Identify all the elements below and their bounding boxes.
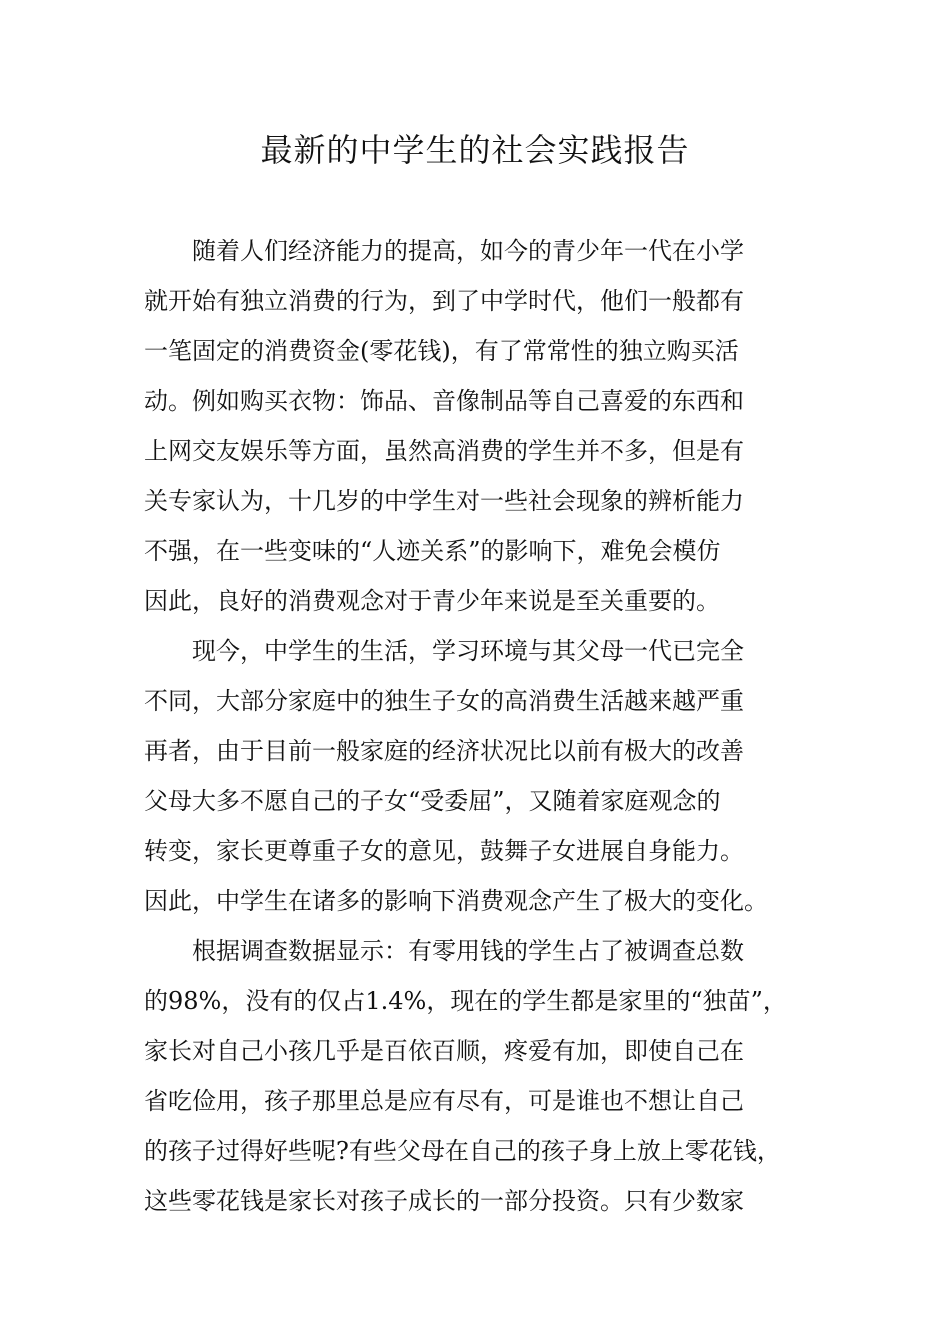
paragraph-3 [144, 926, 808, 1226]
text-line: 因此，中学生在诸多的影响下消费观念产生了极大的变化。 [144, 887, 768, 915]
text-line: 随着人们经济能力的提高，如今的青少年一代在小学 [192, 237, 744, 265]
text-line: 因此，良好的消费观念对于青少年来说是至关重要的。 [144, 587, 720, 615]
text-line: 上网交友娱乐等方面，虽然高消费的学生并不多，但是有 [144, 437, 744, 465]
document-body [144, 226, 808, 1226]
text-line: 再者，由于目前一般家庭的经济状况比以前有极大的改善 [144, 737, 744, 765]
text-line: 的98%，没有的仅占1.4%，现在的学生都是家里的“独苗”， [144, 987, 787, 1015]
paragraph-2 [144, 626, 808, 926]
text-line: 一笔固定的消费资金(零花钱)，有了常常性的独立购买活 [144, 337, 739, 365]
text-line: 根据调查数据显示：有零用钱的学生占了被调查总数 [192, 937, 744, 965]
text-line: 就开始有独立消费的行为，到了中学时代，他们一般都有 [144, 287, 744, 315]
text-line: 这些零花钱是家长对孩子成长的一部分投资。只有少数家 [144, 1187, 744, 1215]
text-line: 转变，家长更尊重子女的意见，鼓舞子女进展自身能力。 [144, 837, 744, 865]
text-line: 省吃俭用，孩子那里总是应有尽有，可是谁也不想让自己 [144, 1087, 744, 1115]
text-line: 父母大多不愿自己的子女“受委屈”，又随着家庭观念的 [144, 787, 721, 815]
text-line: 不同，大部分家庭中的独生子女的高消费生活越来越严重 [144, 687, 744, 715]
text-line: 不强，在一些变味的“人迹关系”的影响下，难免会模仿 [144, 537, 721, 565]
text-line: 的孩子过得好些呢?有些父母在自己的孩子身上放上零花钱， [144, 1137, 781, 1165]
paragraph-1 [144, 226, 808, 626]
document-title: 最新的中学生的社会实践报告 [260, 131, 690, 169]
text-line: 关专家认为，十几岁的中学生对一些社会现象的辨析能力 [144, 487, 744, 515]
text-line: 家长对自己小孩几乎是百依百顺，疼爱有加，即使自己在 [144, 1037, 744, 1065]
text-line: 动。例如购买衣物：饰品、音像制品等自己喜爱的东西和 [144, 387, 744, 415]
text-line: 现今，中学生的生活，学习环境与其父母一代已完全 [192, 637, 744, 665]
